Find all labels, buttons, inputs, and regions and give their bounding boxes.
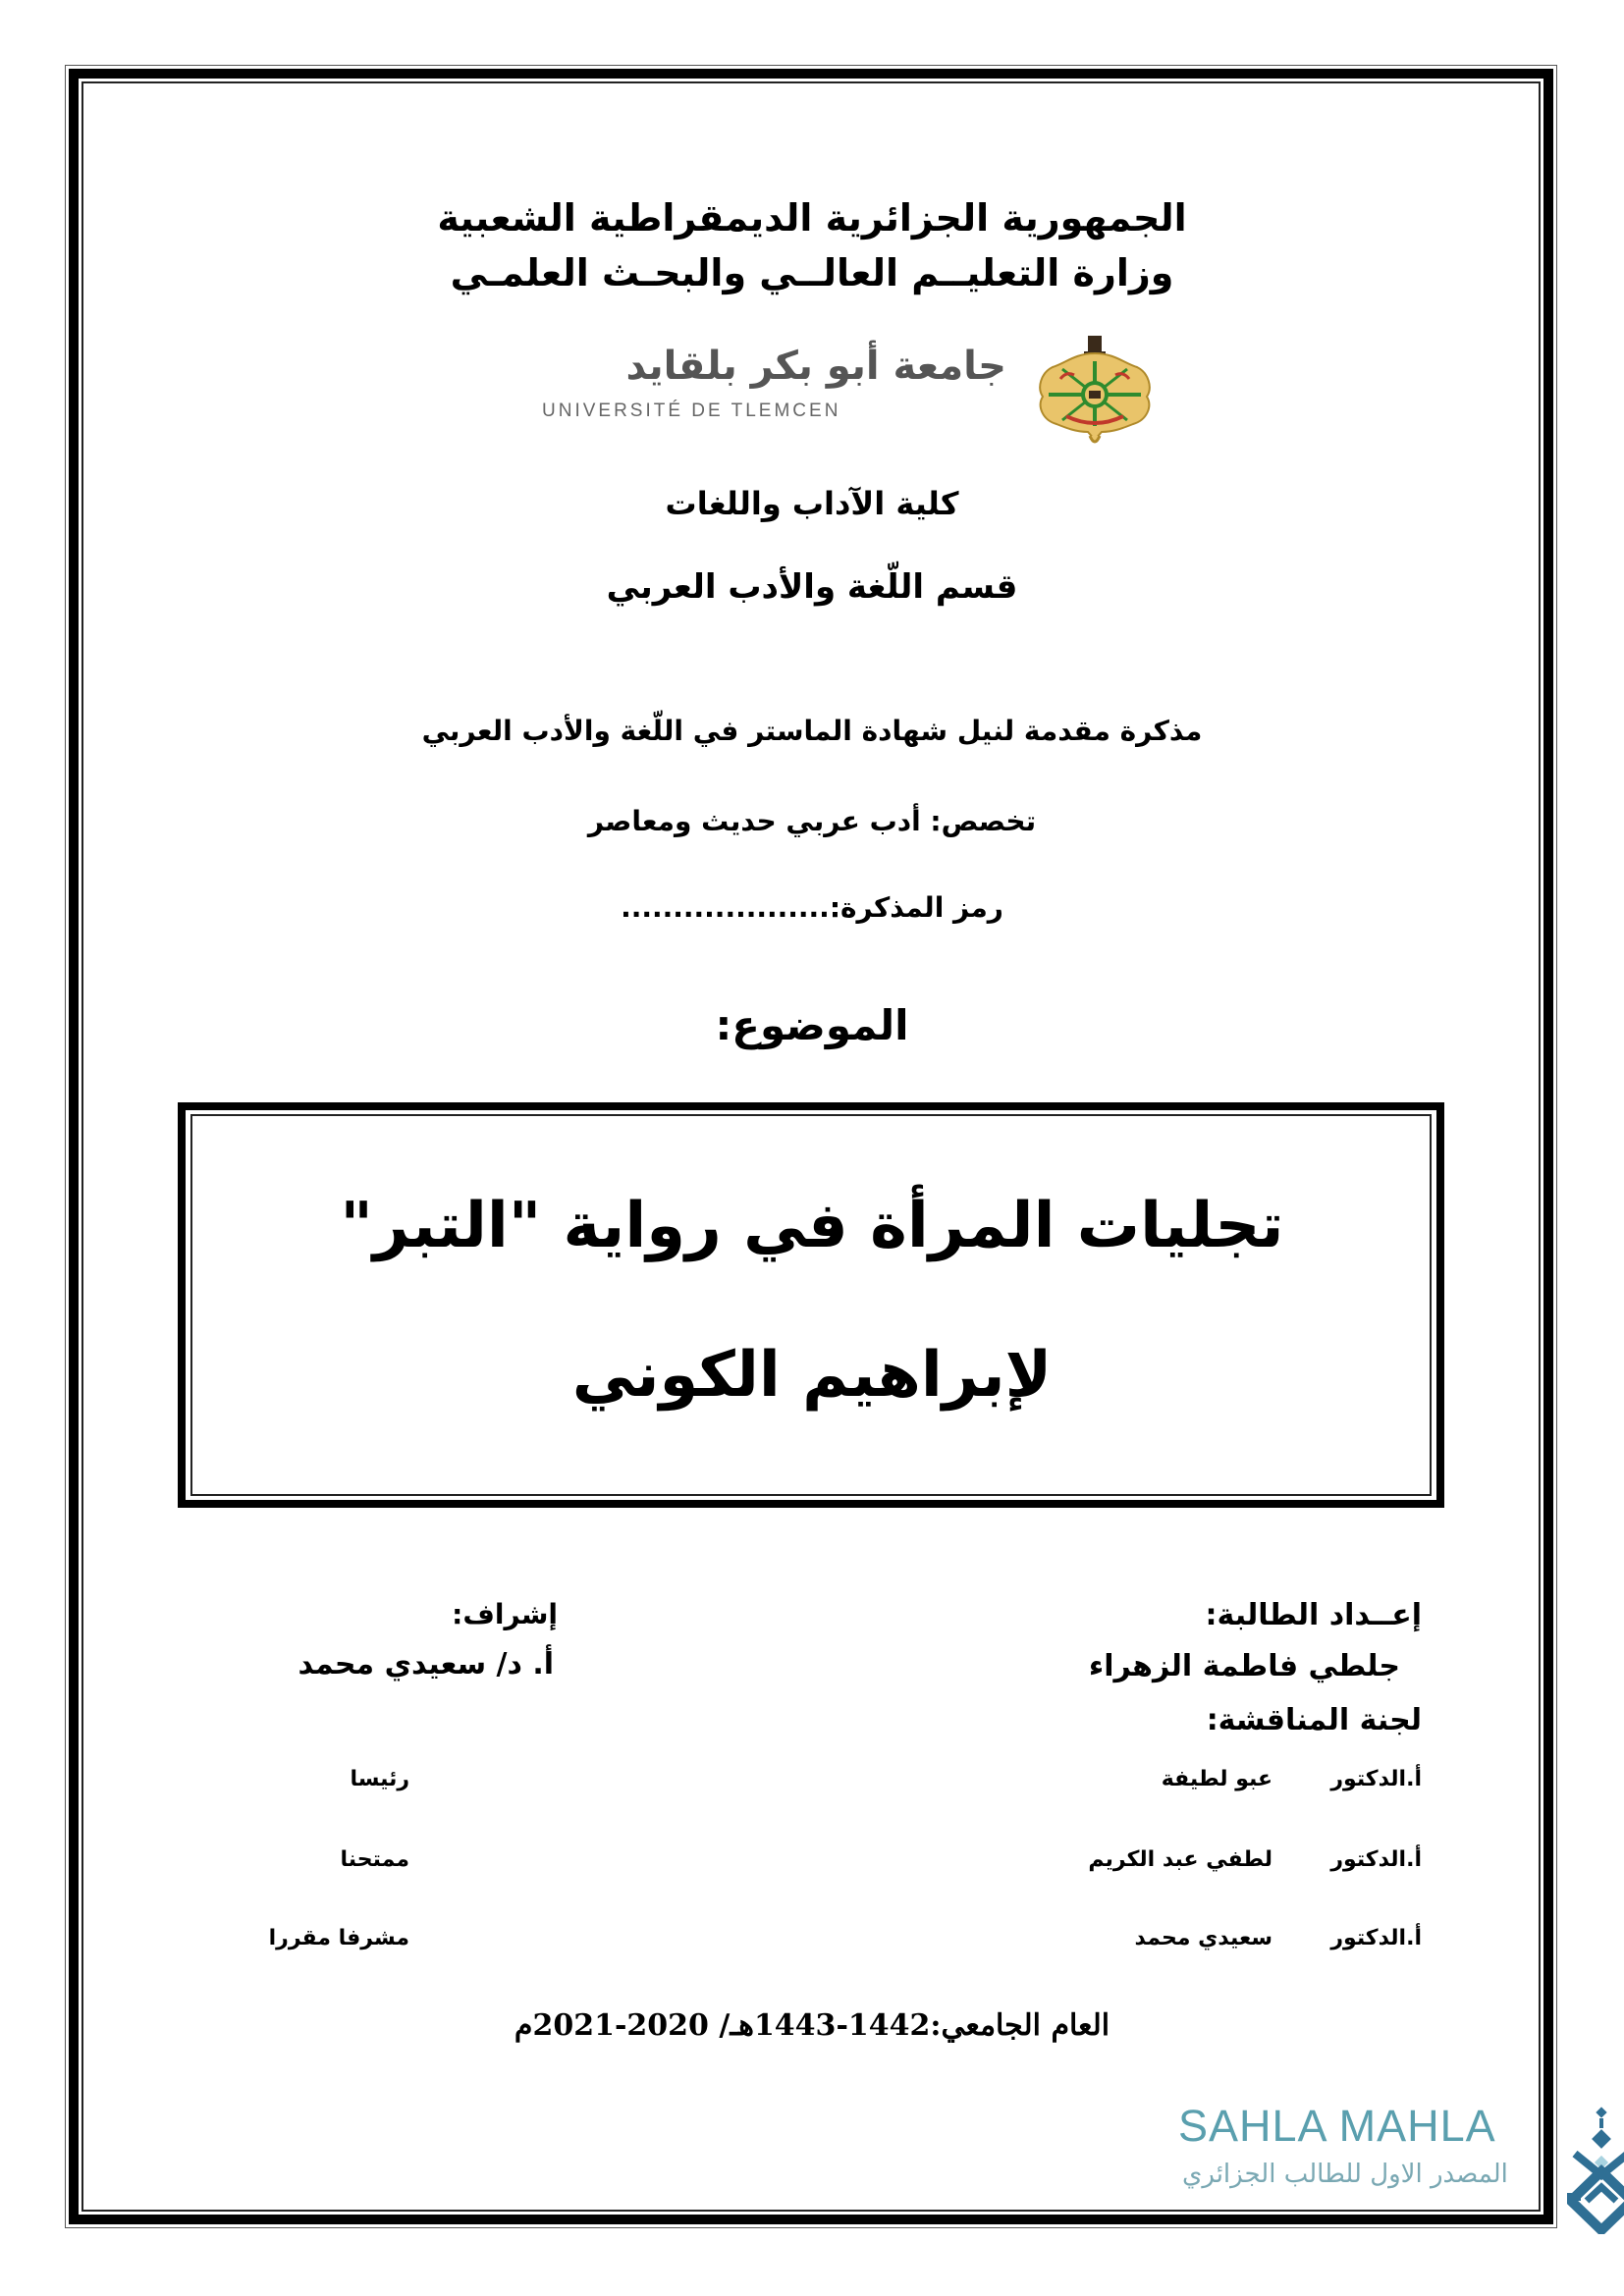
committee-member-name: لطفي عبد الكريم: [1088, 1847, 1272, 1872]
university-logo: [530, 334, 1159, 452]
watermark-brand: SAHLA MAHLA: [1178, 2101, 1496, 2151]
subject-label: الموضوع:: [715, 1001, 909, 1049]
committee-member-name: سعيدي محمد: [1134, 1926, 1272, 1950]
department-heading: قسم اللّغة والأدب العربي: [606, 567, 1018, 607]
thesis-title-line-1: تجليات المرأة في رواية "التبر": [340, 1190, 1284, 1262]
supervisor-name: أ. د/ سعيدي محمد: [298, 1647, 554, 1682]
committee-member-role: ممتحنا: [340, 1847, 409, 1872]
thesis-title-line-2: لإبراهيم الكوني: [571, 1339, 1053, 1412]
committee-member-title: أ.الدكتور: [1330, 1926, 1422, 1950]
committee-member-role: مشرفا مقررا: [268, 1926, 409, 1950]
committee-member-name: عبو لطيفة: [1161, 1767, 1272, 1791]
memo-code: رمز المذكرة:....................: [621, 891, 1003, 924]
faculty-heading: كلية الآداب واللغات: [665, 485, 959, 522]
title-box-inner-border: [190, 1114, 1432, 1496]
committee-member-role: رئيسا: [350, 1767, 409, 1791]
sahla-mahla-watermark: [1178, 2101, 1624, 2258]
university-name-ar: جامعة أبو بكر بلقايد: [625, 344, 1006, 389]
republic-heading: الجمهورية الجزائرية الديمقراطية الشعبية: [437, 196, 1187, 240]
ministry-heading: وزارة التعليــم العالــي والبحـث العلمـي: [450, 251, 1174, 294]
watermark-tagline: المصدر الاول للطالب الجزائري: [1182, 2160, 1508, 2189]
student-name: جلطي فاطمة الزهراء: [1088, 1649, 1400, 1683]
sahla-mahla-logo-icon: [1567, 2107, 1624, 2234]
academic-year: العام الجامعي:1442-1443هـ/ 2020-2021م: [514, 2008, 1110, 2043]
university-name-fr: UNIVERSITÉ DE TLEMCEN: [542, 400, 841, 421]
committee-label: لجنة المناقشة:: [1206, 1703, 1422, 1737]
university-emblem-icon: [1031, 334, 1159, 452]
specialization: تخصص: أدب عربي حديث ومعاصر: [587, 805, 1037, 837]
memo-description: مذكرة مقدمة لنيل شهادة الماستر في اللّغة والأدب العربي: [421, 715, 1203, 747]
student-label: إعــداد الطالبة:: [1205, 1598, 1422, 1632]
supervision-label: إشراف:: [452, 1598, 558, 1630]
committee-member-title: أ.الدكتور: [1330, 1767, 1422, 1791]
committee-member-title: أ.الدكتور: [1330, 1847, 1422, 1872]
